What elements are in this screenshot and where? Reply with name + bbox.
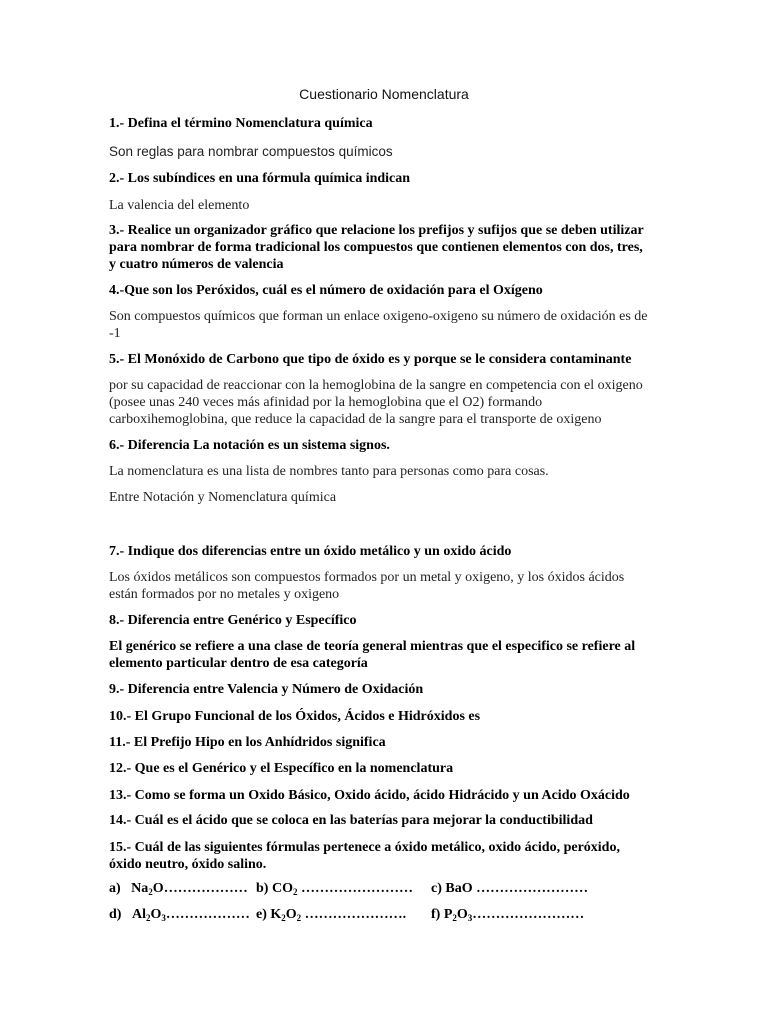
option-e-formula: $K_2O_2$ (270, 907, 302, 923)
answer-4-line-2: -1 (109, 326, 121, 341)
question-15-line-2: óxido neutro, óxido salino. (109, 857, 267, 872)
answer-1: Son reglas para nombrar compuestos químicos (109, 144, 393, 159)
option-c-blank: …………………… (476, 881, 589, 896)
answer-8-line-2: elemento particular dentro de esa categoría (109, 656, 368, 671)
answer-8-line-1: El genérico se refiere a una clase de teoría general mientras que el especifico se refiere al (109, 639, 636, 654)
option-f-formula: $P_2O_3$ (443, 907, 473, 923)
option-d-label: d) (109, 907, 122, 922)
question-7: 7.- Indique dos diferencias entre un óxido metálico y un oxido ácido (109, 544, 512, 559)
question-11: 11.- El Prefijo Hipo en los Anhídridos significa (109, 735, 386, 750)
option-b-blank: …………………… (300, 881, 413, 896)
question-6: 6.- Diferencia La notación es un sistema signos. (109, 438, 390, 453)
question-15-line-1: 15.- Cuál de las siguientes fórmulas pertenece a óxido metálico, oxido ácido, peróxido, (109, 840, 620, 855)
option-d-formula: $Al_2O_3$ (131, 907, 166, 923)
answer-4-line-1: Son compuestos químicos que forman un enlace oxigeno-oxigeno su número de oxidación es de (109, 309, 648, 324)
option-b-formula: $CO_2$ (271, 881, 298, 897)
question-1: 1.- Defina el término Nomenclatura química (109, 116, 373, 131)
question-2: 2.- Los subíndices en una fórmula química indican (109, 171, 411, 186)
answer-7-line-2: están formados por no metales y oxigeno (109, 587, 340, 602)
answer-5-line-3: carboxihemoglobina, que reduce la capacidad de la sangre para el transporte de oxigeno (109, 412, 602, 427)
option-f (431, 907, 584, 923)
question-4: 4.-Que son los Peróxidos, cuál es el número de oxidación para el Oxígeno (109, 283, 543, 298)
option-f-blank: …………………… (472, 907, 585, 922)
answer-5-line-2: (posee unas 240 veces más afinidad por la hemoglobina que el O2) formando (109, 395, 543, 410)
question-8: 8.- Diferencia entre Genérico y Específico (109, 613, 357, 628)
question-3-line-3: y cuatro números de valencia (109, 257, 284, 272)
question-10: 10.- El Grupo Funcional de los Óxidos, Ácidos e Hidróxidos es (109, 709, 481, 724)
option-c-formula: BaO (445, 881, 473, 896)
answer-6-line-2: Entre Notación y Nomenclatura química (109, 490, 337, 505)
option-a (109, 881, 248, 897)
answer-6-line-1: La nomenclatura es una lista de nombres tanto para personas como para cosas. (109, 464, 549, 479)
question-9: 9.- Diferencia entre Valencia y Número de Oxidación (109, 682, 424, 697)
option-d-blank: ……………… (165, 907, 250, 922)
option-e-blank: …………………. (304, 907, 407, 922)
question-13: 13.- Como se forma un Oxido Básico, Oxido ácido, ácido Hidrácido y un Acido Oxácido (109, 788, 630, 803)
answer-5-line-1: por su capacidad de reaccionar con la hemoglobina de la sangre en competencia con el oxigeno (109, 378, 643, 393)
page-title: Cuestionario Nomenclatura (299, 86, 469, 102)
option-d (109, 907, 250, 923)
question-3-line-2: para nombrar de forma tradicional los compuestos que contienen elementos con dos, tres, (109, 240, 643, 255)
option-b-label: b) (256, 881, 269, 896)
question-3-line-1: 3.- Realice un organizador gráfico que relacione los prefijos y sufijos que se deben utilizar (109, 223, 644, 238)
option-c-label: c) (431, 881, 442, 896)
answer-7-line-1: Los óxidos metálicos son compuestos formados por un metal y oxigeno, y los óxidos ácidos (109, 570, 625, 585)
option-a-label: a) (109, 881, 121, 896)
option-f-label: f) (431, 907, 441, 922)
option-e-label: e) (256, 907, 267, 922)
question-12: 12.- Que es el Genérico y el Específico en la nomenclatura (109, 761, 454, 776)
option-a-formula: $Na_2O$ (131, 881, 164, 897)
option-c (431, 881, 588, 897)
option-e (256, 907, 406, 923)
question-5: 5.- El Monóxido de Carbono que tipo de óxido es y porque se le considera contaminante (109, 352, 632, 367)
option-a-blank: ……………… (163, 881, 248, 896)
option-b (256, 881, 413, 897)
question-14: 14.- Cuál es el ácido que se coloca en las baterías para mejorar la conductibilidad (109, 813, 593, 828)
answer-2: La valencia del elemento (109, 198, 250, 213)
